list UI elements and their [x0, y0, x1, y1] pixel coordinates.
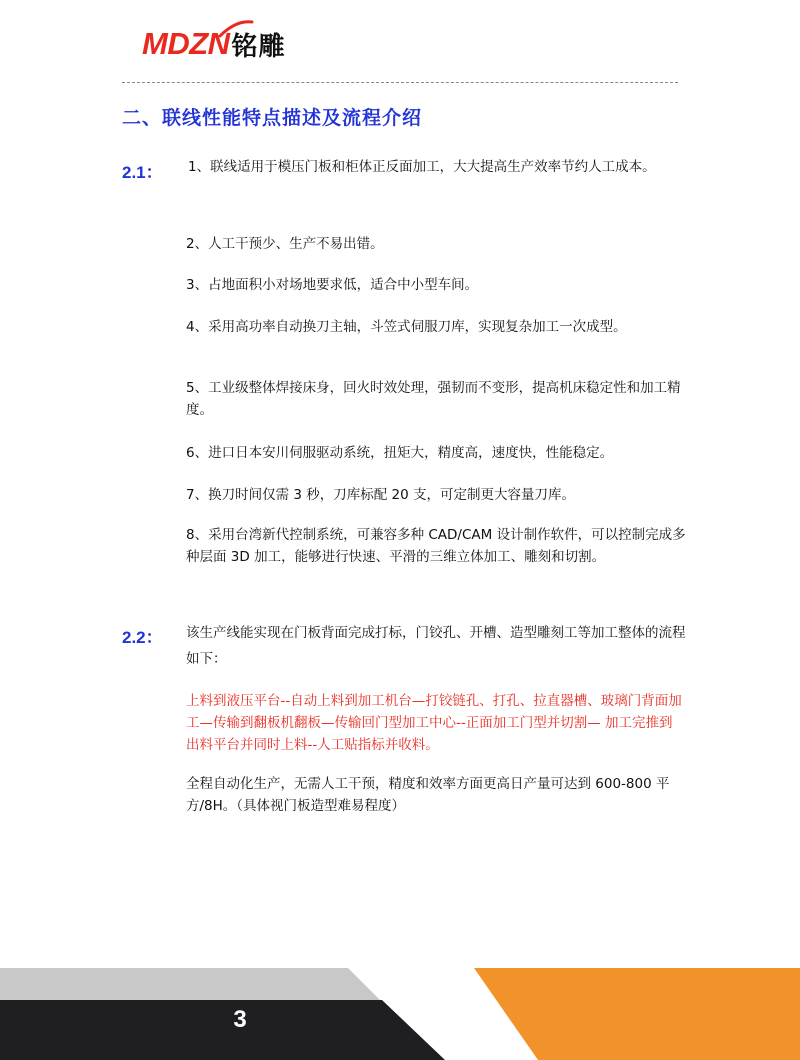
process-intro: 该生产线能实现在门板背面完成打标，门铰孔、开槽、造型雕刻工等加工整体的流程如下： [186, 625, 686, 667]
process-summary: 全程自动化生产，无需人工干预，精度和效率方面更高日产量可达到 600-800 平方/8H。（具体视门板造型难易程度） [186, 776, 670, 814]
company-logo [142, 24, 286, 64]
section-number-2-1: 2.1： [122, 163, 163, 182]
feature-item: 7、换刀时间仅需 3 秒，刀库标配 20 支，可定制更大容量刀库。 [186, 487, 576, 503]
feature-item: 6、进口日本安川伺服驱动系统，扭矩大，精度高，速度快，性能稳定。 [186, 445, 614, 461]
feature-item: 2、人工干预少、生产不易出错。 [186, 236, 384, 252]
footer-gray-stripe [0, 968, 380, 1000]
feature-item: 3、占地面积小对场地要求低，适合中小型车间。 [186, 277, 479, 293]
logo-latin: MDZN [142, 26, 230, 61]
footer-band [0, 968, 800, 1060]
section-title: 二、联线性能特点描述及流程介绍 [122, 107, 423, 129]
header-divider [122, 82, 678, 83]
footer-orange-band [474, 968, 800, 1060]
feature-item: 1、联线适用于模压门板和柜体正反面加工，大大提高生产效率节约人工成本。 [188, 159, 656, 175]
logo-chinese: 铭雕 [231, 31, 286, 62]
section-number-2-2: 2.2： [122, 628, 163, 647]
feature-item: 5、工业级整体焊接床身，回火时效处理，强韧而不变形，提高机床稳定性和加工精度。 [186, 380, 681, 418]
page-number: 3 [233, 1006, 247, 1033]
process-flow: 上料到液压平台--自动上料到加工机台—打铰链孔、打孔、拉直器槽、玻璃门背面加工—传输到翻板机翻板—传输回门型加工中心--正面加工门型并切割— 加工完推到出料平台并同时上料--人工贴指标并收料。 [186, 693, 682, 753]
logo-swoosh-icon [218, 18, 254, 40]
feature-item: 4、采用高功率自动换刀主轴，斗笠式伺服刀库，实现复杂加工一次成型。 [186, 319, 627, 335]
feature-item: 8、采用台湾新代控制系统，可兼容多种 CAD/CAM 设计制作软件，可以控制完成多种层面 3D 加工，能够进行快速、平滑的三维立体加工、雕刻和切割。 [186, 527, 686, 565]
